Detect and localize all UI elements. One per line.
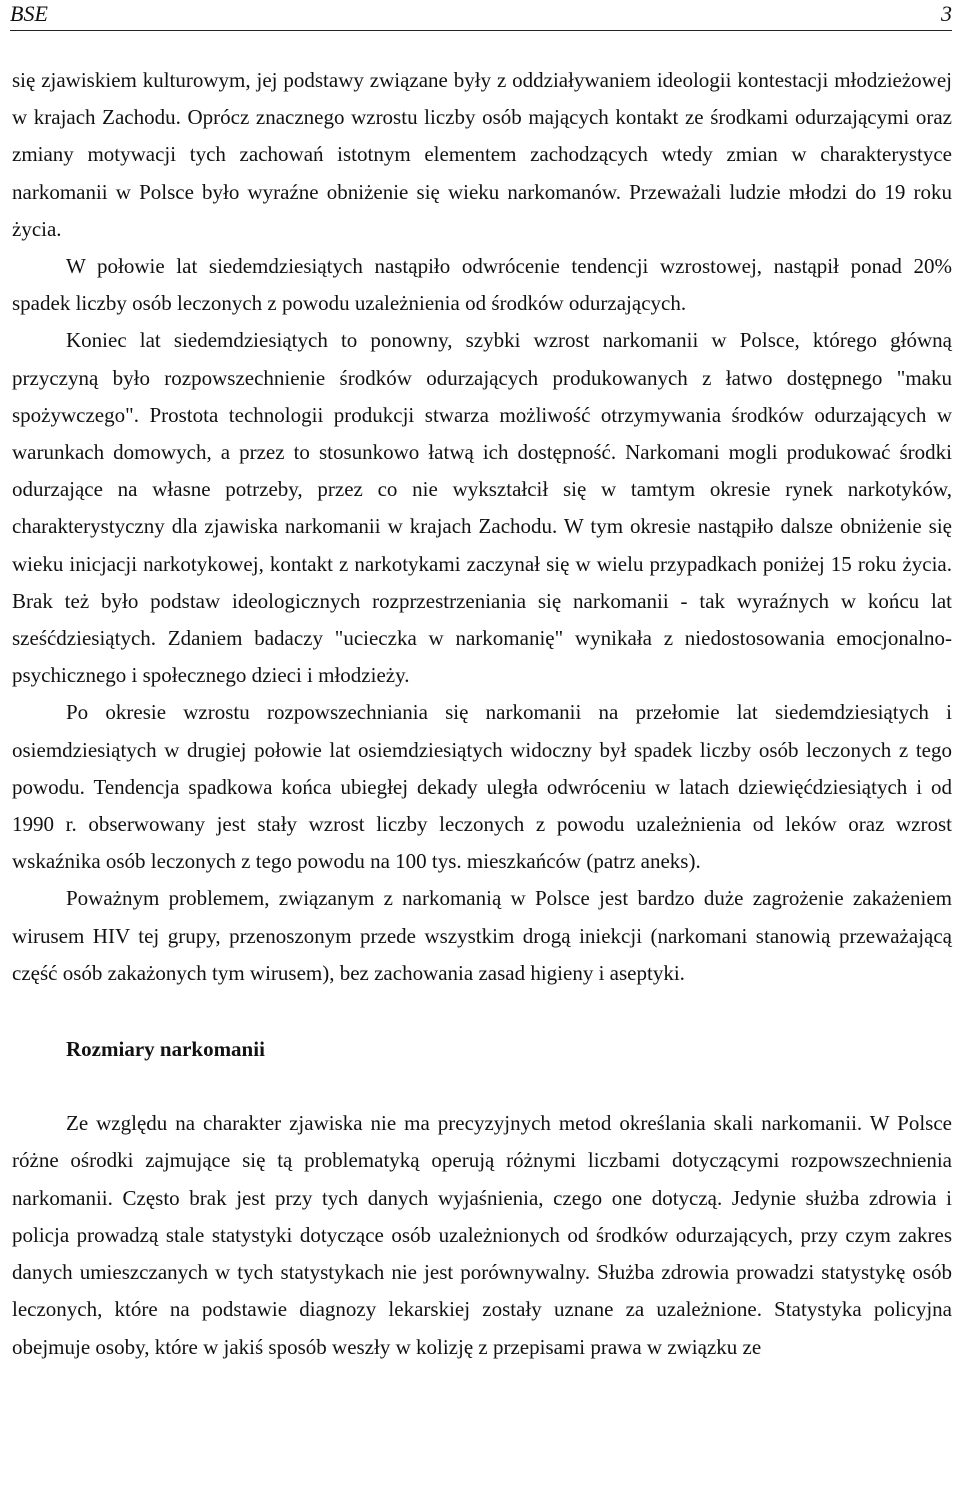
page-header (10, 0, 952, 31)
paragraph: Po okresie wzrostu rozpowszechniania się narkomanii na przełomie lat siedemdziesiątych i osiemdziesiątych w drugiej połowie lat osiemdziesiątych widoczny był spadek liczby osób leczonych z tego powodu. Tendencja spadkowa końca ubiegłej dekady uległa odwróceniu w latach dziewięćdziesiątych i od 1990 r. obserwowany jest stały wzrost liczby leczonych z powodu uzależnienia od leków oraz wzrost wskaźnika osób leczonych z tego powodu na 100 tys. mieszkańców (patrz aneks). (12, 700, 952, 874)
header-title: BSE (10, 1, 48, 26)
paragraph: Poważnym problemem, związanym z narkomanią w Polsce jest bardzo duże zagrożenie zakażeniem wirusem HIV tej grupy, przenoszonym przede wszystkim drogą iniekcji (narkomani stanowią przeważającą część osób zakażonych tym wirusem), bez zachowania zasad higieny i aseptyki. (12, 886, 952, 985)
section-heading: Rozmiary narkomanii (66, 1037, 265, 1062)
paragraph-continuation: się zjawiskiem kulturowym, jej podstawy związane były z oddziaływaniem ideologii kontestacji młodzieżowej w krajach Zachodu. Oprócz znacznego wzrostu liczby osób mających kontakt ze środkami odurzającymi oraz zmiany motywacji tych zachowań istotnym elementem zachodzących wtedy zmian w charakterystyce narkomanii w Polsce było wyraźne obniżenie się wieku narkomanów. Przeważali ludzie młodzi do 19 roku życia. (12, 68, 952, 241)
page-number: 3 (941, 1, 952, 26)
section-paragraph: Ze względu na charakter zjawiska nie ma precyzyjnych metod określania skali narkomanii. W Polsce różne ośrodki zajmujące się tą problematyką operują różnymi liczbami dotyczącymi rozpowszechnienia narkomanii. Często brak jest przy tych danych wyjaśnienia, czego one dotyczą. Jedynie służba zdrowia i policja prowadzą stale statystyki dotyczące osób uzależnionych od środków odurzających, przy czym zakres danych umieszczanych w tych statystykach nie jest porównywalny. Służba zdrowia prowadzi statystykę osób leczonych, które na podstawie diagnozy lekarskiej zostały uznane za uzależnione. Statystyka policyjna obejmuje osoby, które w jakiś sposób weszły w kolizję z przepisami prawa w związku ze (12, 1111, 952, 1359)
paragraph: W połowie lat siedemdziesiątych nastąpiło odwrócenie tendencji wzrostowej, nastąpił ponad 20% spadek liczby osób leczonych z powodu uzależnienia od środków odurzających. (12, 254, 952, 316)
paragraph: Koniec lat siedemdziesiątych to ponowny, szybki wzrost narkomanii w Polsce, którego główną przyczyną było rozpowszechnienie środków odurzających produkowanych z łatwo dostępnego "maku spożywczego". Prostota technologii produkcji stwarza możliwość otrzymywania środków odurzających w warunkach domowych, a przez to stosunkowo łatwą ich dostępność. Narkomani mogli produkować środki odurzające na własne potrzeby, przez co nie wykształcił się w tamtym okresie rynek narkotyków, charakterystyczny dla zjawiska narkomanii w krajach Zachodu. W tym okresie nastąpiło dalsze obniżenie się wieku inicjacji narkotykowej, kontakt z narkotykami zaczynał się w wielu przypadkach poniżej 15 roku życia. Brak też było podstaw ideologicznych rozprzestrzeniania się narkomanii - tak wyraźnych w końcu lat sześćdziesiątych. Zdaniem badaczy "ucieczka w narkomanię" wynikała z niedostosowania emocjonalno-psychicznego i społecznego dzieci i młodzieży. (12, 328, 952, 688)
document-body (12, 62, 952, 1366)
